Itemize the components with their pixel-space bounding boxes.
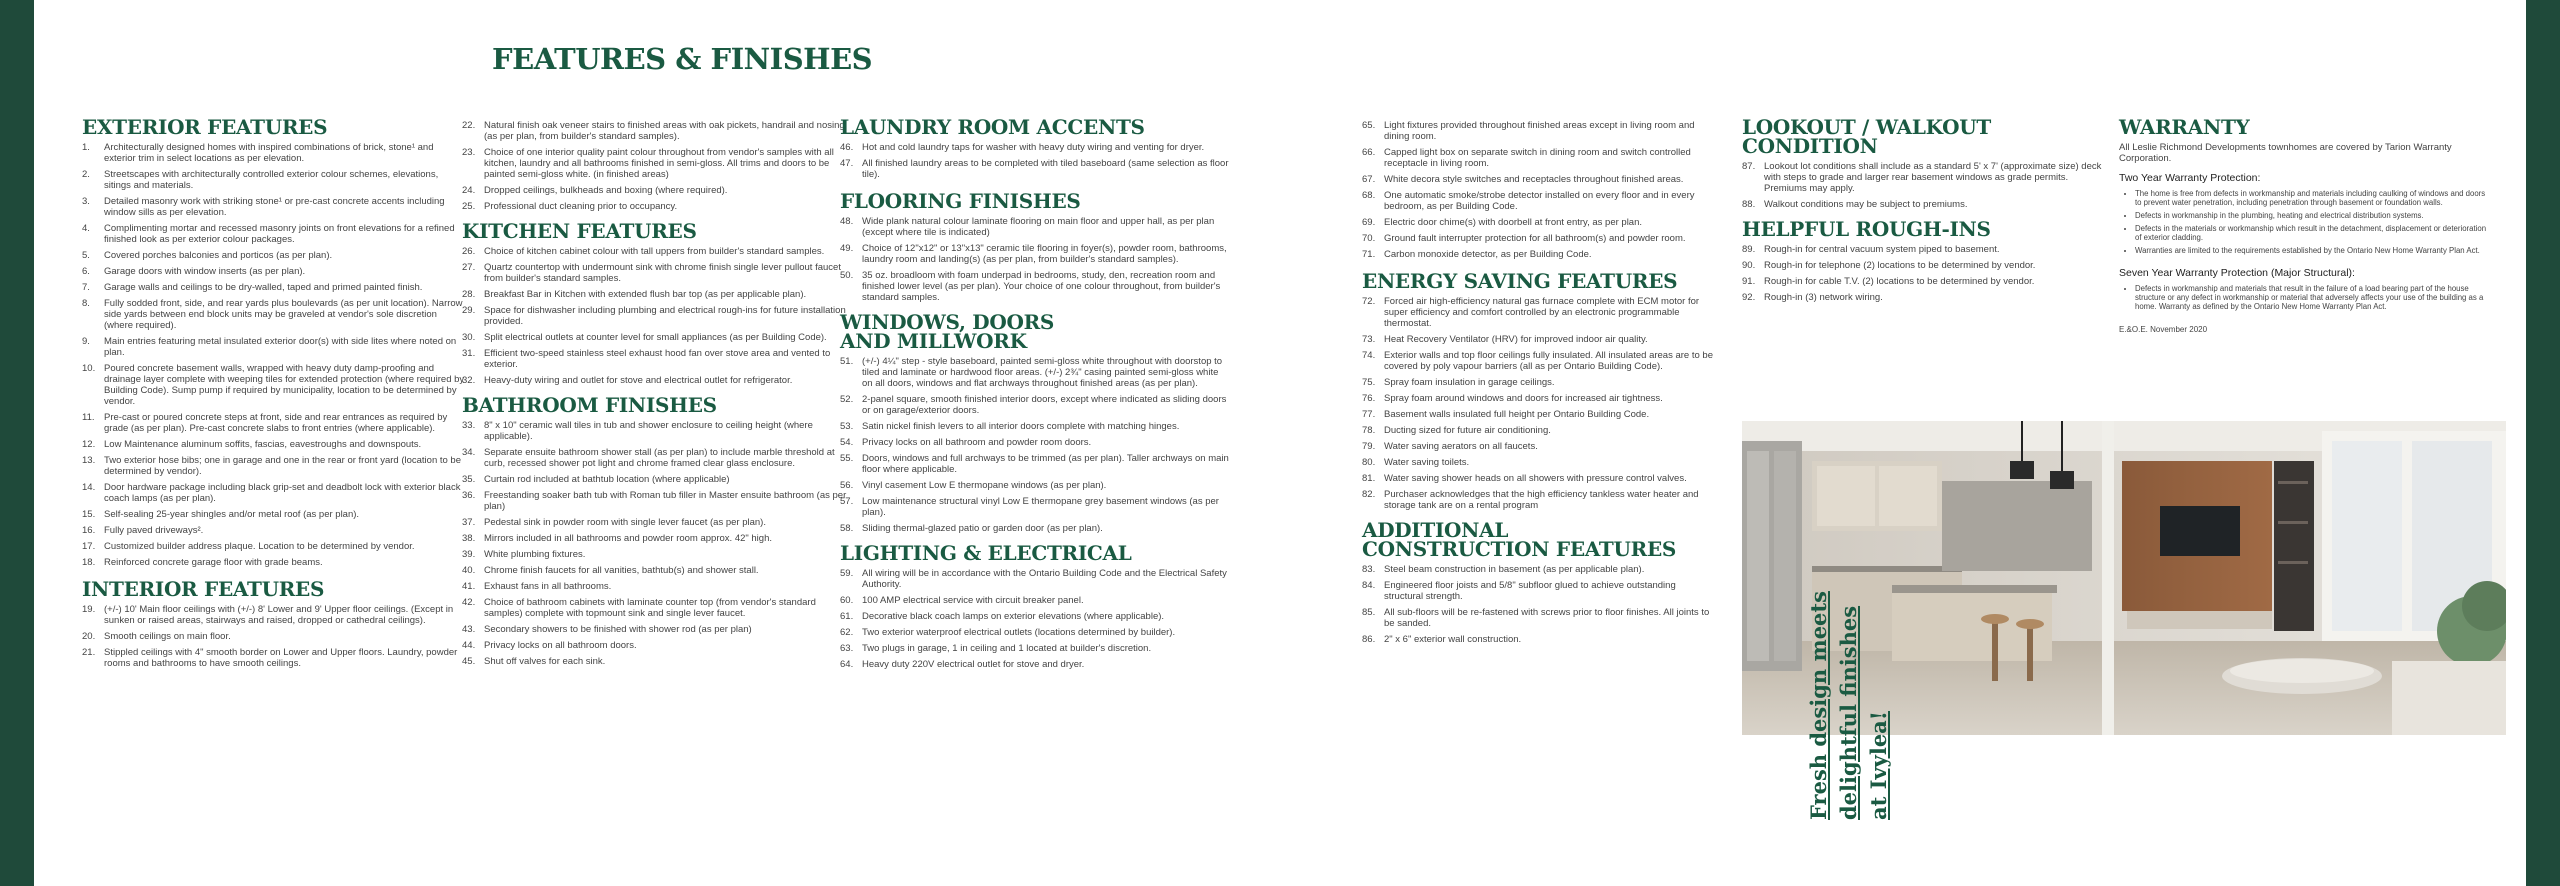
windows-list: [840, 356, 1230, 534]
list-item: 85. All sub-floors will be re-fastened with screws prior to floor finishes. All joints to be sanded.: [1362, 607, 1710, 629]
column-1: [82, 115, 466, 674]
list-item: 56. Vinyl casement Low E thermopane windows (as per plan).: [840, 480, 1107, 491]
list-item: 2. Streetscapes with architecturally controlled exterior colour schemes, elevations, sitings and materials.: [82, 169, 439, 191]
list-item: • Warranties are limited to the requirements established by the Ontario New Home Warranty Plan Act.: [2135, 246, 2489, 255]
interior-list-a: [82, 604, 466, 669]
windows-heading: WINDOWS, DOORS AND MILLWORK: [840, 310, 1055, 353]
laundry-heading: LAUNDRY ROOM ACCENTS: [840, 115, 1145, 139]
exterior-list: [82, 142, 466, 568]
list-item: 37. Pedestal sink in powder room with single lever faucet (as per plan).: [462, 517, 766, 528]
list-item: 45. Shut off valves for each sink.: [462, 656, 606, 667]
roughins-list: [1742, 244, 2102, 303]
list-item: 32. Heavy-duty wiring and outlet for stove and electrical outlet for refrigerator.: [462, 375, 793, 386]
list-item: 50. 35 oz. broadloom with foam underpad in bedrooms, study, den, recreation room and finished lower level (as per plan). Your choice of one colour throughout, from builder's standard samples.: [840, 270, 1221, 303]
column-5: [1742, 115, 2102, 308]
seven-year-title: Seven Year Warranty Protection (Major Structural):: [2119, 267, 2355, 279]
interior-heading: INTERIOR FEATURES: [82, 577, 325, 601]
list-item: 10. Poured concrete basement walls, wrapped with heavy duty damp-proofing and drainage layer complete with weeping tiles for extended protection (where required by Building Code). Sump pump if required by municipality, location to be determined by vendor.: [82, 363, 465, 407]
list-item: 34. Separate ensuite bathroom shower stall (as per plan) to include marble threshold at curb, recessed shower pot light and chrome framed clear glass enclosure.: [462, 447, 835, 469]
list-item: 78. Ducting sized for future air conditioning.: [1362, 425, 1551, 436]
eoe-note: E.&O.E. November 2020: [2119, 325, 2208, 334]
lighting-list-b: [1362, 120, 1714, 260]
warranty-intro: All Leslie Richmond Developments townhomes are covered by Tarion Warranty Corporation.: [2119, 142, 2452, 164]
kitchen-list: [462, 246, 847, 386]
list-item: 38. Mirrors included in all bathrooms and powder room approx. 42" high.: [462, 533, 772, 544]
list-item: 57. Low maintenance structural vinyl Low E thermopane grey basement windows (as per plan).: [840, 496, 1219, 518]
list-item: 24. Dropped ceilings, bulkheads and boxing (where required).: [462, 185, 728, 196]
list-item: 74. Exterior walls and top floor ceilings fully insulated. All insulated areas are to be covered by poly vapour barriers (all as per Ontario Building Code).: [1362, 350, 1713, 372]
list-item: 52. 2-panel square, smooth finished interior doors, except where indicated as sliding doors or on garage/exterior doors.: [840, 394, 1227, 416]
list-item: 48. Wide plank natural colour laminate flooring on main floor and upper hall, as per plan (except where tile is indicated): [840, 216, 1215, 238]
list-item: 76. Spray foam around windows and doors for increased air tightness.: [1362, 393, 1663, 404]
kitchen-heading: KITCHEN FEATURES: [462, 219, 697, 243]
list-item: 90. Rough-in for telephone (2) locations to be determined by vendor.: [1742, 260, 2036, 271]
list-item: 44. Privacy locks on all bathroom doors.: [462, 640, 637, 651]
list-item: 36. Freestanding soaker bath tub with Roman tub filler in Master ensuite bathroom (as per plan): [462, 490, 847, 512]
list-item: 89. Rough-in for central vacuum system piped to basement.: [1742, 244, 2000, 255]
list-item: 80. Water saving toilets.: [1362, 457, 1470, 468]
flooring-list: [840, 216, 1230, 303]
brochure-page: [34, 0, 2526, 886]
list-item: 29. Space for dishwasher including plumbing and electrical rough-ins for future installation provided.: [462, 305, 846, 327]
list-item: • Defects in workmanship in the plumbing, heating and electrical distribution systems.: [2135, 211, 2489, 220]
list-item: 27. Quartz countertop with undermount sink with chrome finish single lever pullout faucet from builder's standard samples.: [462, 262, 841, 284]
list-item: 5. Covered porches balconies and porticos (as per plan).: [82, 250, 333, 261]
list-item: 30. Split electrical outlets at counter level for small appliances (as per Building Code).: [462, 332, 827, 343]
laundry-list: [840, 142, 1230, 180]
list-item: 31. Efficient two-speed stainless steel exhaust hood fan over stove area and vented to exterior.: [462, 348, 831, 370]
list-item: 65. Light fixtures provided throughout finished areas except in living room and dining room.: [1362, 120, 1695, 142]
list-item: 87. Lookout lot conditions shall include as a standard 5' x 7' (approximate size) deck with steps to grade and larger rear basement windows as grade permits. Premiums may apply.: [1742, 161, 2102, 194]
bathroom-list: [462, 420, 847, 667]
list-item: 71. Carbon monoxide detector, as per Building Code.: [1362, 249, 1592, 260]
two-year-title: Two Year Warranty Protection:: [2119, 172, 2261, 184]
exterior-heading: EXTERIOR FEATURES: [82, 115, 328, 139]
list-item: 8. Fully sodded front, side, and rear yards plus boulevards (as per unit location). Narrow side yards between end block units may be graveled at vendor's sole discretion (where required).: [82, 298, 463, 331]
list-item: 1. Architecturally designed homes with inspired combinations of brick, stone¹ and exterior trim in select locations as per elevation.: [82, 142, 434, 164]
lighting-list-a: [840, 568, 1230, 670]
list-item: 63. Two plugs in garage, 1 in ceiling and 1 located at builder's discretion.: [840, 643, 1152, 654]
list-item: 69. Electric door chime(s) with doorbell at front entry, as per plan.: [1362, 217, 1643, 228]
list-item: 7. Garage walls and ceilings to be dry-walled, taped and primed painted finish.: [82, 282, 423, 293]
list-item: 40. Chrome finish faucets for all vanities, bathtub(s) and shower stall.: [462, 565, 759, 576]
seven-year-list: [2119, 284, 2489, 311]
list-item: 3. Detailed masonry work with striking stone¹ or pre-cast concrete accents including window sills as per elevation.: [82, 196, 445, 218]
list-item: 9. Main entries featuring metal insulated exterior door(s) with side lites where noted on plan.: [82, 336, 457, 358]
list-item: 79. Water saving aerators on all faucets.: [1362, 441, 1538, 452]
list-item: 92. Rough-in (3) network wiring.: [1742, 292, 1883, 303]
list-item: 83. Steel beam construction in basement (as per applicable plan).: [1362, 564, 1645, 575]
construction-heading: ADDITIONAL CONSTRUCTION FEATURES: [1362, 518, 1677, 561]
lighting-heading: LIGHTING & ELECTRICAL: [840, 541, 1132, 565]
bathroom-heading: BATHROOM FINISHES: [462, 393, 717, 417]
list-item: 25. Professional duct cleaning prior to occupancy.: [462, 201, 678, 212]
list-item: 14. Door hardware package including black grip-set and deadbolt lock with exterior black coach lamps (as per plan).: [82, 482, 461, 504]
list-item: 62. Two exterior waterproof electrical outlets (locations determined by builder).: [840, 627, 1176, 638]
list-item: 47. All finished laundry areas to be completed with tiled baseboard (same selection as floor tile).: [840, 158, 1229, 180]
list-item: 53. Satin nickel finish levers to all interior doors complete with matching hinges.: [840, 421, 1180, 432]
list-item: 42. Choice of bathroom cabinets with laminate counter top (from vendor's standard samples) complete with topmount sink and single lever faucet.: [462, 597, 816, 619]
list-item: 39. White plumbing fixtures.: [462, 549, 586, 560]
list-item: 88. Walkout conditions may be subject to premiums.: [1742, 199, 1968, 210]
column-4: [1362, 120, 1714, 650]
list-item: 13. Two exterior hose bibs; one in garage and one in the rear or front yard (location to be determined by vendor).: [82, 455, 461, 477]
list-item: 67. White decora style switches and receptacles throughout finished areas.: [1362, 174, 1684, 185]
list-item: 6. Garage doors with window inserts (as per plan).: [82, 266, 306, 277]
list-item: 77. Basement walls insulated full height per Ontario Building Code.: [1362, 409, 1650, 420]
list-item: • Defects in workmanship and materials that result in the failure of a load bearing part of the house structure or any defect in workmanship or material that adversely affects your use of the building as a home. Warranty as defined by the Ontario New Home Warranty Plan Act.: [2135, 284, 2489, 311]
list-item: 35. Curtain rod included at bathtub location (where applicable): [462, 474, 730, 485]
list-item: 23. Choice of one interior quality paint colour throughout from vendor's samples with all kitchen, laundry and all bathrooms finished in semi-gloss. All trims and doors to be painted semi-gloss white. (in finished areas): [462, 147, 834, 180]
list-item: 43. Secondary showers to be finished with shower rod (as per plan): [462, 624, 752, 635]
two-year-list: [2119, 189, 2489, 255]
list-item: 51. (+/-) 4¼" step - style baseboard, painted semi-gloss white throughout with doorstop to tiled and laminate or hardwood floor areas. (+/-) 2¾" casing painted semi-gloss white on all doors, windows and flat archways throughout finished areas (as per plan).: [840, 356, 1223, 389]
list-item: 21. Stippled ceilings with 4" smooth border on Lower and Upper floors. Laundry, powder rooms and bathrooms to have smooth ceilings.: [82, 647, 458, 669]
page-title: FEATURES & FINISHES: [492, 42, 873, 76]
warranty-heading: WARRANTY: [2119, 115, 2250, 139]
list-item: 81. Water saving shower heads on all showers with pressure control valves.: [1362, 473, 1687, 484]
lookout-heading: LOOKOUT / WALKOUT CONDITION: [1742, 115, 1991, 158]
interior-list-b: [462, 120, 847, 212]
list-item: 82. Purchaser acknowledges that the high efficiency tankless water heater and storage tank are on a rental program: [1362, 489, 1699, 511]
list-item: 19. (+/-) 10' Main floor ceilings with (+/-) 8' Lower and 9' Upper floor ceilings. (Except in sunken or raised areas, stairways and raised, dropped or cathedral ceilings).: [82, 604, 454, 626]
list-item: 58. Sliding thermal-glazed patio or garden door (as per plan).: [840, 523, 1103, 534]
list-item: 20. Smooth ceilings on main floor.: [82, 631, 231, 642]
list-item: • Defects in the materials or workmanship which result in the detachment, displacement or deterioration of exterior cladding.: [2135, 224, 2489, 242]
list-item: 49. Choice of 12"x12" or 13"x13" ceramic tile flooring in foyer(s), powder room, bathrooms, laundry room and landing(s) (as per plan, from builder's standard samples).: [840, 243, 1227, 265]
list-item: 16. Fully paved driveways².: [82, 525, 204, 536]
tagline: Fresh design meets delightful finishes at Ivylea!: [1806, 591, 1891, 820]
energy-heading: ENERGY SAVING FEATURES: [1362, 269, 1678, 293]
column-3: [840, 115, 1230, 675]
list-item: 28. Breakfast Bar in Kitchen with extended flush bar top (as per applicable plan).: [462, 289, 807, 300]
list-item: 26. Choice of kitchen cabinet colour with tall uppers from builder's standard samples.: [462, 246, 825, 257]
list-item: 72. Forced air high-efficiency natural gas furnace complete with ECM motor for super efficiency and comfort controlled by an electronic programmable thermostat.: [1362, 296, 1700, 329]
list-item: 64. Heavy duty 220V electrical outlet for stove and dryer.: [840, 659, 1085, 670]
list-item: 17. Customized builder address plaque. Location to be determined by vendor.: [82, 541, 415, 552]
list-item: 18. Reinforced concrete garage floor with grade beams.: [82, 557, 323, 568]
list-item: 33. 8" x 10" ceramic wall tiles in tub and shower enclosure to ceiling height (where applicable).: [462, 420, 813, 442]
list-item: 70. Ground fault interrupter protection for all bathroom(s) and powder room.: [1362, 233, 1686, 244]
energy-list: [1362, 296, 1714, 511]
lookout-list: [1742, 161, 2102, 210]
construction-list: [1362, 564, 1714, 645]
list-item: 15. Self-sealing 25-year shingles and/or metal roof (as per plan).: [82, 509, 360, 520]
list-item: 55. Doors, windows and full archways to be trimmed (as per plan). Taller archways on main floor where applicable.: [840, 453, 1229, 475]
column-2: [462, 120, 847, 672]
list-item: 59. All wiring will be in accordance with the Ontario Building Code and the Electrical Safety Authority.: [840, 568, 1227, 590]
list-item: 91. Rough-in for cable T.V. (2) locations to be determined by vendor.: [1742, 276, 2035, 287]
list-item: 41. Exhaust fans in all bathrooms.: [462, 581, 612, 592]
list-item: • The home is free from defects in workmanship and materials including caulking of windows and doors to prevent water penetration, including penetration through basement or foundation walls.: [2135, 189, 2489, 207]
list-item: 60. 100 AMP electrical service with circuit breaker panel.: [840, 595, 1084, 606]
list-item: 86. 2" x 6" exterior wall construction.: [1362, 634, 1522, 645]
list-item: 84. Engineered floor joists and 5/8" subfloor glued to achieve outstanding structural strength.: [1362, 580, 1676, 602]
list-item: 11. Pre-cast or poured concrete steps at front, side and rear entrances as required by grade (as per plan). Pre-cast concrete slabs to front entries (where applicable).: [82, 412, 448, 434]
list-item: 66. Capped light box on separate switch in dining room and switch controlled receptacle in living room.: [1362, 147, 1691, 169]
list-item: 73. Heat Recovery Ventilator (HRV) for improved indoor air quality.: [1362, 334, 1648, 345]
list-item: 54. Privacy locks on all bathroom and powder room doors.: [840, 437, 1092, 448]
roughins-heading: HELPFUL ROUGH-INS: [1742, 217, 1991, 241]
list-item: 46. Hot and cold laundry taps for washer with heavy duty wiring and venting for dryer.: [840, 142, 1205, 153]
list-item: 68. One automatic smoke/strobe detector installed on every floor and in every bedroom, as per Building Code.: [1362, 190, 1695, 212]
list-item: 75. Spray foam insulation in garage ceilings.: [1362, 377, 1555, 388]
list-item: 4. Complimenting mortar and recessed masonry joints on front elevations for a refined finished look as per exterior colour packages.: [82, 223, 455, 245]
list-item: 22. Natural finish oak veneer stairs to finished areas with oak pickets, handrail and nosing (as per plan, from builder's standard samples).: [462, 120, 845, 142]
list-item: 12. Low Maintenance aluminum soffits, fascias, eavestroughs and downspouts.: [82, 439, 422, 450]
list-item: 61. Decorative black coach lamps on exterior elevations (where applicable).: [840, 611, 1165, 622]
column-6: [2119, 115, 2489, 334]
flooring-heading: FLOORING FINISHES: [840, 189, 1081, 213]
